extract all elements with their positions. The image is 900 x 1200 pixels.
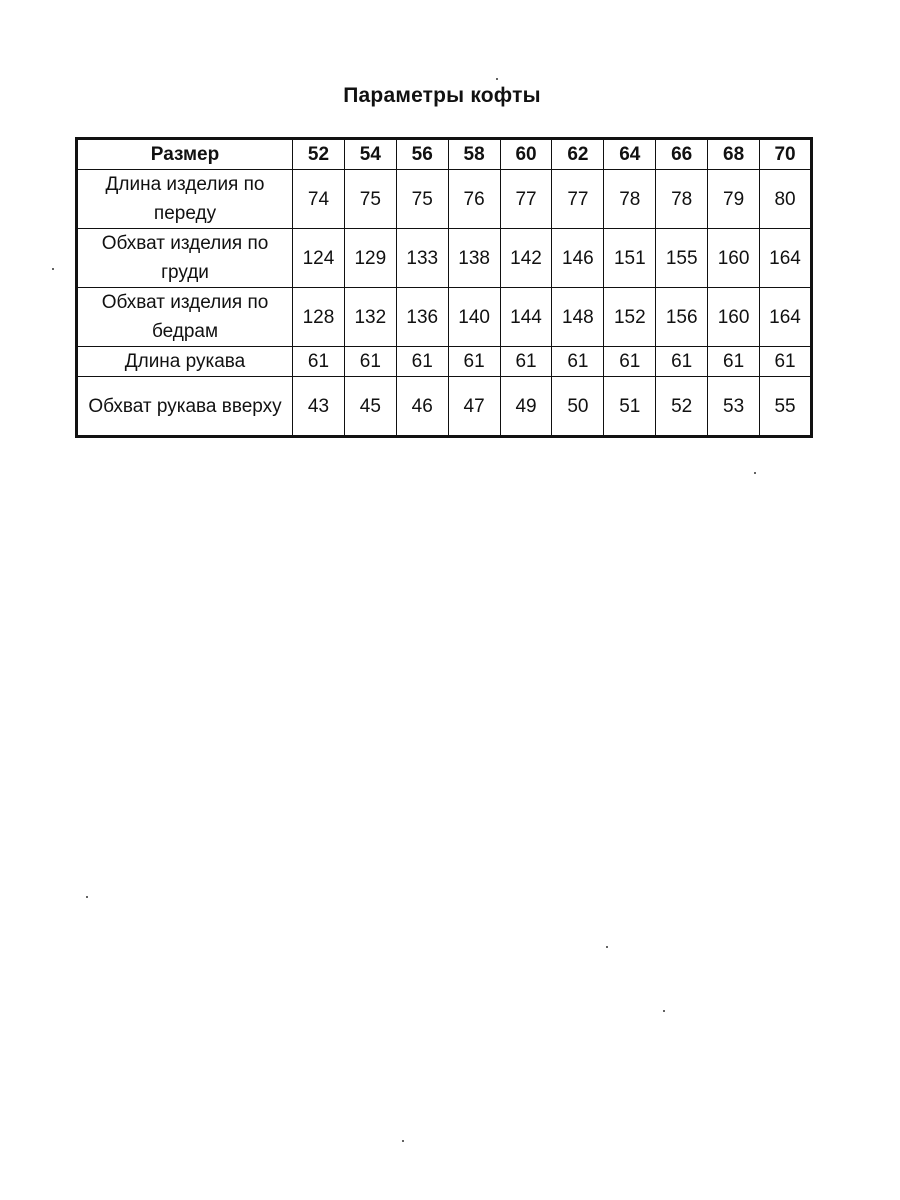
cell-value: 75: [344, 170, 396, 229]
cell-value: 46: [396, 377, 448, 437]
row-label: Длина рукава: [77, 347, 293, 377]
row-label: Обхват рукава вверху: [77, 377, 293, 437]
cell-value: 74: [293, 170, 345, 229]
scan-speck: [86, 896, 88, 898]
cell-value: 138: [448, 229, 500, 288]
row-label: Обхват изделия по груди: [77, 229, 293, 288]
size-chart-table: [75, 137, 813, 438]
size-header: 66: [656, 139, 708, 170]
cell-value: 61: [448, 347, 500, 377]
scan-speck: [754, 472, 756, 474]
row-label: Обхват изделия по бедрам: [77, 288, 293, 347]
cell-value: 144: [500, 288, 552, 347]
row-label: Длина изделия по переду: [77, 170, 293, 229]
cell-value: 142: [500, 229, 552, 288]
scan-speck: [402, 1140, 404, 1142]
cell-value: 53: [708, 377, 760, 437]
cell-value: 61: [708, 347, 760, 377]
table-row: [77, 377, 812, 437]
cell-value: 155: [656, 229, 708, 288]
size-header: 58: [448, 139, 500, 170]
cell-value: 164: [760, 288, 812, 347]
cell-value: 78: [656, 170, 708, 229]
cell-value: 50: [552, 377, 604, 437]
cell-value: 47: [448, 377, 500, 437]
table-header-row: [77, 139, 812, 170]
cell-value: 136: [396, 288, 448, 347]
size-header: 70: [760, 139, 812, 170]
size-header: 60: [500, 139, 552, 170]
cell-value: 55: [760, 377, 812, 437]
cell-value: 76: [448, 170, 500, 229]
cell-value: 156: [656, 288, 708, 347]
cell-value: 151: [604, 229, 656, 288]
cell-value: 160: [708, 288, 760, 347]
cell-value: 79: [708, 170, 760, 229]
cell-value: 140: [448, 288, 500, 347]
cell-value: 51: [604, 377, 656, 437]
cell-value: 61: [760, 347, 812, 377]
cell-value: 152: [604, 288, 656, 347]
scan-speck: [606, 946, 608, 948]
size-header: 68: [708, 139, 760, 170]
cell-value: 52: [656, 377, 708, 437]
cell-value: 80: [760, 170, 812, 229]
scan-speck: [52, 268, 54, 270]
cell-value: 77: [552, 170, 604, 229]
size-header: 56: [396, 139, 448, 170]
table-row: [77, 288, 812, 347]
cell-value: 61: [552, 347, 604, 377]
cell-value: 129: [344, 229, 396, 288]
cell-value: 148: [552, 288, 604, 347]
cell-value: 75: [396, 170, 448, 229]
cell-value: 78: [604, 170, 656, 229]
table-row: [77, 347, 812, 377]
size-header: 64: [604, 139, 656, 170]
cell-value: 61: [396, 347, 448, 377]
size-header: 54: [344, 139, 396, 170]
cell-value: 61: [500, 347, 552, 377]
size-header: 62: [552, 139, 604, 170]
cell-value: 164: [760, 229, 812, 288]
cell-value: 160: [708, 229, 760, 288]
cell-value: 128: [293, 288, 345, 347]
cell-value: 133: [396, 229, 448, 288]
cell-value: 146: [552, 229, 604, 288]
cell-value: 77: [500, 170, 552, 229]
header-label: Размер: [77, 139, 293, 170]
cell-value: 45: [344, 377, 396, 437]
size-header: 52: [293, 139, 345, 170]
cell-value: 61: [604, 347, 656, 377]
cell-value: 49: [500, 377, 552, 437]
cell-value: 61: [656, 347, 708, 377]
table-row: [77, 229, 812, 288]
cell-value: 124: [293, 229, 345, 288]
scan-speck: [663, 1010, 665, 1012]
cell-value: 132: [344, 288, 396, 347]
table-row: [77, 170, 812, 229]
page-title: Параметры кофты: [343, 84, 541, 107]
cell-value: 61: [293, 347, 345, 377]
cell-value: 61: [344, 347, 396, 377]
scan-speck: [496, 78, 498, 80]
cell-value: 43: [293, 377, 345, 437]
